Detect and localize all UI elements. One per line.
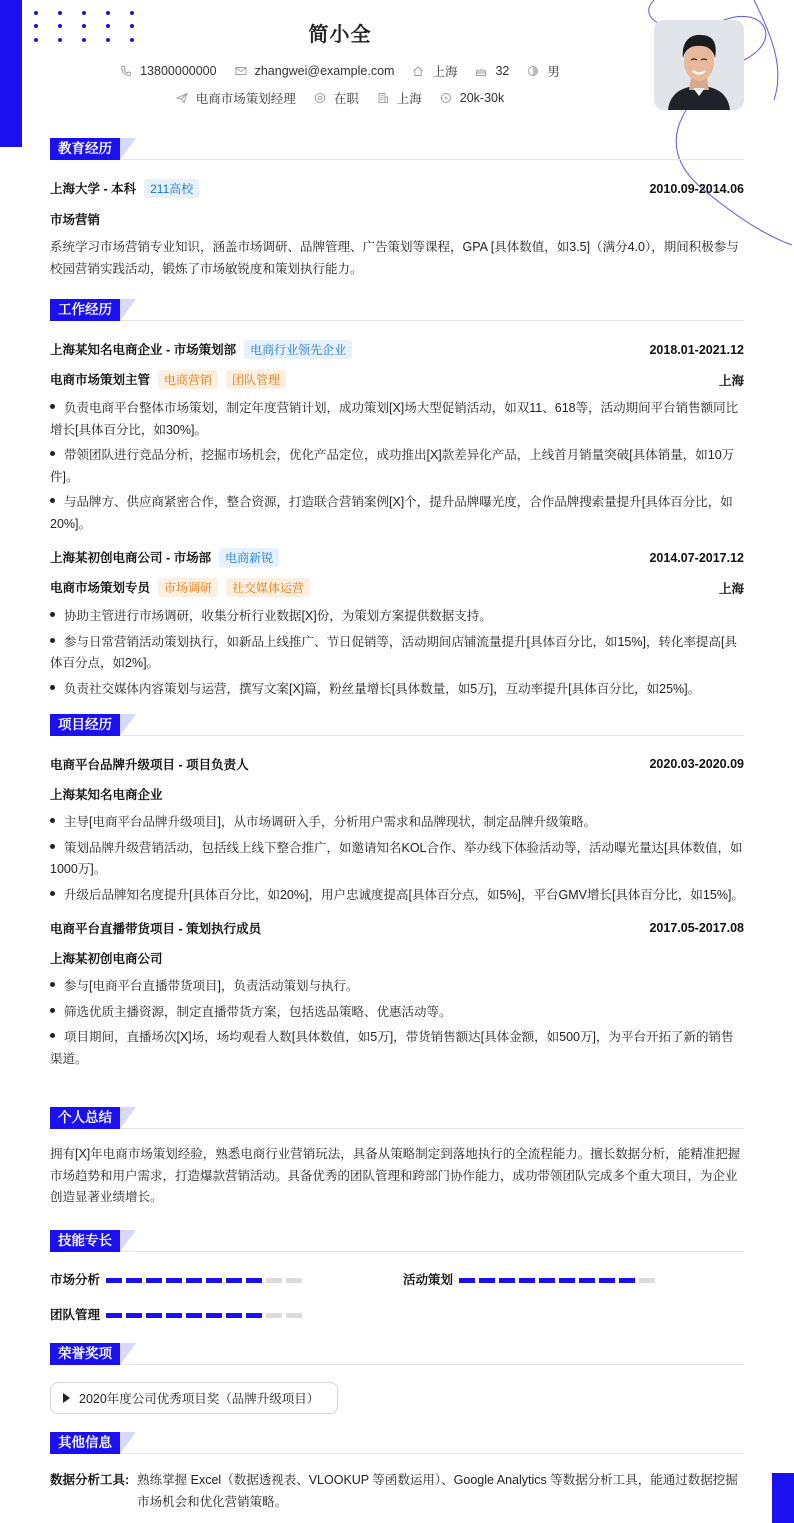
skill-segment-filled (106, 1278, 122, 1283)
gender-icon (527, 65, 539, 77)
skill-level-bar (459, 1272, 659, 1286)
mail-icon (235, 65, 247, 77)
other-info-row (50, 1470, 744, 1513)
education-row (50, 179, 744, 198)
section-title: 个人总结 (50, 1107, 120, 1129)
skills-row (50, 1270, 744, 1288)
job-title-text: 电商市场策划经理 (195, 92, 296, 106)
skill-segment-empty (286, 1278, 302, 1283)
phone-text: 13800000000 (140, 64, 217, 78)
list-item: 负责社交媒体内容策划与运营，撰写文案[X]篇，粉丝量增长[具体数量，如5万]，互动率提升[具体百分比，如25%]。 (50, 679, 744, 701)
work-section (50, 299, 744, 704)
status-text: 在职 (333, 92, 359, 106)
skills-row (50, 1305, 744, 1323)
status-info (314, 89, 359, 107)
skill-segment-filled (479, 1278, 495, 1283)
school-tag: 211高校 (144, 179, 199, 198)
target-city-info (377, 89, 422, 107)
summary-text: 拥有[X]年电商市场策划经验，熟悉电商行业营销玩法，具备从策略制定到落地执行的全流程能力。擅长数据分析，能精准把握市场趋势和用户需求，打造爆款营销活动。具备优秀的团队管理和跨部门协作能力，成功带领团队完成多个重大项目，为企业创造显著业绩增长。 (50, 1147, 741, 1204)
company-tag: 电商行业领先企业 (244, 340, 352, 359)
list-item: 负责电商平台整体市场策划，制定年度营销计划，成功策划[X]场大型促销活动，如双11、618等，活动期间平台销售额同比增长[具体百分比，如30%]。 (50, 401, 739, 437)
position-name: 电商市场策划主管 (50, 373, 151, 387)
job-period: 2014.07-2017.12 (649, 550, 744, 565)
section-header (50, 714, 744, 736)
project-period: 2017.05-2017.08 (649, 921, 744, 935)
skill-segment-filled (246, 1313, 262, 1318)
skill-item (50, 1305, 306, 1323)
job-position-row (50, 370, 744, 389)
skill-segment-filled (146, 1278, 162, 1283)
skill-segment-empty (639, 1278, 655, 1283)
job-intent-row (0, 89, 680, 107)
skill-segment-filled (186, 1313, 202, 1318)
job-city: 上海 (718, 373, 744, 388)
section-header (50, 299, 744, 321)
salary-text: 20k-30k (459, 91, 505, 105)
skill-segment-filled (186, 1278, 202, 1283)
skill-segment-filled (206, 1313, 222, 1318)
project-bullets (50, 812, 744, 906)
section-title: 项目经历 (50, 714, 120, 736)
awards-section (50, 1343, 744, 1414)
section-header (50, 1432, 744, 1454)
skill-segment-filled (106, 1313, 122, 1318)
skill-name: 活动策划 (403, 1273, 454, 1287)
skill-segment-filled (499, 1278, 515, 1283)
avatar (654, 20, 744, 110)
skill-segment-filled (619, 1278, 635, 1283)
send-icon (176, 92, 188, 104)
list-item: 带领团队进行竞品分析，挖掘市场机会，优化产品定位，成功推出[X]款差异化产品，上线首月销量突破[具体销量，如10万件]。 (50, 448, 735, 484)
summary-section (50, 1107, 744, 1209)
home-icon (412, 65, 424, 77)
building-icon (377, 92, 389, 104)
skills-section (50, 1230, 744, 1323)
email-info (235, 64, 395, 78)
list-item: 项目期间，直播场次[X]场，场均观看人数[具体数值，如5万]，带货销售额达[具体金额，如500万]，为平台开拓了新的销售渠道。 (50, 1030, 734, 1066)
section-header (50, 1107, 744, 1129)
skill-segment-filled (579, 1278, 595, 1283)
school-name: 上海大学 - 本科 (50, 182, 137, 196)
company-name: 上海某初创电商公司 - 市场部 (50, 551, 212, 565)
skill-segment-filled (246, 1278, 262, 1283)
project-name: 电商平台直播带货项目 - 策划执行成员 (50, 922, 262, 936)
skill-segment-filled (146, 1313, 162, 1318)
section-header (50, 1343, 744, 1365)
skill-segment-filled (166, 1313, 182, 1318)
job-period: 2018.01-2021.12 (649, 342, 744, 357)
skill-segment-empty (266, 1278, 282, 1283)
salary-info (440, 91, 504, 105)
job-position-row (50, 578, 744, 597)
email-text: zhangwei@example.com (254, 64, 395, 78)
job-bullets (50, 398, 744, 535)
project-org: 上海某初创电商公司 (50, 952, 163, 966)
award-item[interactable] (50, 1382, 338, 1414)
list-item: 策划品牌升级营销活动，包括线上线下整合推广，如邀请知名KOL合作、举办线下体验活动等，活动曝光量达[具体数值，如1000万]。 (50, 840, 743, 876)
section-header (50, 138, 744, 160)
skill-segment-filled (126, 1313, 142, 1318)
project-header (50, 919, 744, 937)
section-title: 荣誉奖项 (50, 1343, 120, 1365)
other-info-text: 熟练掌握 Excel（数据透视表、VLOOKUP 等函数运用）、Google Analytics 等数据分析工具，能通过数据挖掘市场机会和优化营销策略。 (137, 1473, 738, 1509)
skill-segment-filled (206, 1278, 222, 1283)
skill-segment-filled (459, 1278, 475, 1283)
section-title: 教育经历 (50, 138, 120, 160)
skill-segment-filled (126, 1278, 142, 1283)
job-header (50, 548, 744, 567)
gender-info (527, 62, 560, 80)
section-title: 技能专长 (50, 1230, 120, 1252)
skill-segment-filled (166, 1278, 182, 1283)
project-org: 上海某知名电商企业 (50, 788, 163, 802)
job-header (50, 340, 744, 359)
position-name: 电商市场策划专员 (50, 581, 151, 595)
skill-level-bar (106, 1272, 306, 1286)
target-city-text: 上海 (396, 92, 422, 106)
skill-segment-filled (519, 1278, 535, 1283)
triangle-right-icon (63, 1393, 70, 1403)
cake-icon (475, 65, 487, 77)
job-city: 上海 (718, 581, 744, 596)
skill-segment-filled (226, 1278, 242, 1283)
hexagon-icon (314, 92, 326, 104)
project-section (50, 714, 744, 1074)
contact-row (0, 62, 680, 80)
section-header (50, 1230, 744, 1252)
skill-tag: 社交媒体运营 (226, 578, 310, 597)
award-text: 2020年度公司优秀项目奖（品牌升级项目） (79, 1392, 320, 1406)
skill-segment-filled (226, 1313, 242, 1318)
list-item: 协助主管进行市场调研，收集分析行业数据[X]份，为策划方案提供数据支持。 (50, 606, 744, 628)
accent-bar-bottom (772, 1473, 794, 1523)
skill-segment-filled (559, 1278, 575, 1283)
project-bullets (50, 976, 744, 1070)
avatar-portrait (654, 20, 744, 110)
skill-segment-empty (286, 1313, 302, 1318)
coin-icon (440, 92, 452, 104)
list-item: 主导[电商平台品牌升级项目]，从市场调研入手，分析用户需求和品牌现状，制定品牌升级策略。 (50, 812, 744, 834)
age-info (475, 64, 509, 78)
skill-name: 团队管理 (50, 1308, 101, 1322)
skill-level-bar (106, 1307, 306, 1321)
phone-icon (120, 65, 132, 77)
other-section (50, 1432, 744, 1513)
other-info-label: 数据分析工具: (50, 1473, 130, 1487)
list-item: 与品牌方、供应商紧密合作，整合资源，打造联合营销案例[X]个，提升品牌曝光度，合作品牌搜索量提升[具体百分比，如20%]。 (50, 495, 733, 531)
skill-tag: 团队管理 (226, 370, 286, 389)
major: 市场营销 (50, 213, 101, 227)
skill-segment-filled (539, 1278, 555, 1283)
location-text: 上海 (432, 65, 458, 79)
skill-item (403, 1270, 659, 1288)
section-title: 其他信息 (50, 1432, 120, 1454)
education-period: 2010.09-2014.06 (649, 181, 744, 196)
education-description: 系统学习市场营销专业知识，涵盖市场调研、品牌管理、广告策划等课程，GPA [具体数值，如3.5]（满分4.0），期间积极参与校园营销实践活动，锻炼了市场敏锐度和策划执行能力。 (50, 240, 739, 276)
job-title-info (176, 89, 296, 107)
location-info (412, 62, 457, 80)
age-text: 32 (495, 64, 510, 78)
list-item: 筛选优质主播资源，制定直播带货方案，包括选品策略、优惠活动等。 (50, 1002, 744, 1024)
list-item: 参与[电商平台直播带货项目]，负责活动策划与执行。 (50, 976, 744, 998)
skill-segment-filled (599, 1278, 615, 1283)
phone-info (120, 64, 216, 78)
gender-text: 男 (547, 65, 560, 79)
list-item: 升级后品牌知名度提升[具体百分比，如20%]，用户忠诚度提高[具体百分点，如5%]，平台GMV增长[具体百分比，如15%]。 (50, 885, 744, 907)
company-tag: 电商新锐 (219, 548, 279, 567)
section-title: 工作经历 (50, 299, 120, 321)
skill-name: 市场分析 (50, 1273, 101, 1287)
company-name: 上海某知名电商企业 - 市场策划部 (50, 343, 237, 357)
skill-item (50, 1270, 403, 1288)
skill-tag: 市场调研 (158, 578, 218, 597)
candidate-name: 简小全 (308, 24, 372, 46)
list-item: 参与日常营销活动策划执行，如新品上线推广、节日促销等，活动期间店铺流量提升[具体百分比，如15%]，转化率提高[具体百分点，如2%]。 (50, 634, 737, 670)
project-header (50, 755, 744, 773)
skill-segment-empty (266, 1313, 282, 1318)
skill-tag: 电商营销 (158, 370, 218, 389)
job-bullets (50, 606, 744, 700)
project-name: 电商平台品牌升级项目 - 项目负责人 (50, 758, 249, 772)
education-section (50, 138, 744, 280)
project-period: 2020.03-2020.09 (649, 757, 744, 771)
